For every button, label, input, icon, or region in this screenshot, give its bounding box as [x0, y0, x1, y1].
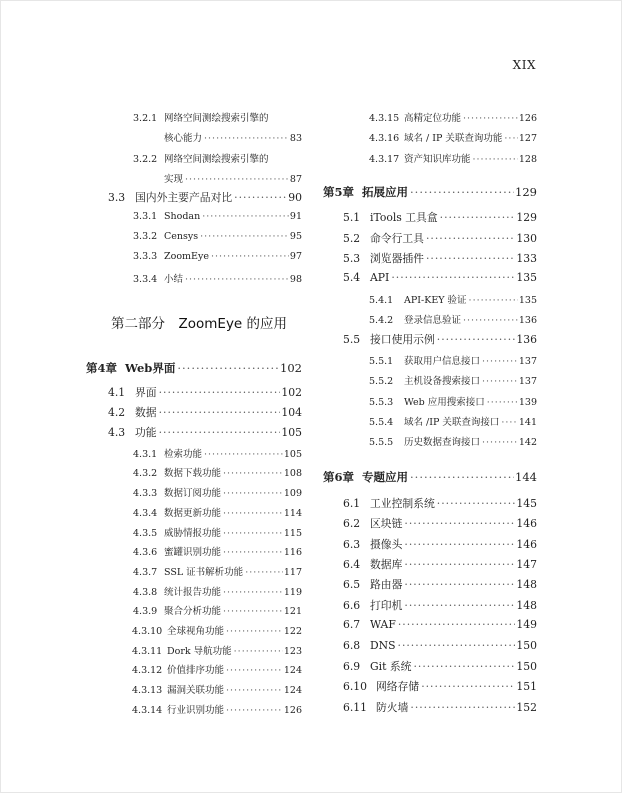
toc-entry[interactable]: [323, 271, 537, 284]
entry-number: 5.5.2: [369, 376, 394, 387]
entry-title: 浏览器插件: [370, 252, 424, 265]
toc-entry[interactable]: [86, 231, 302, 242]
leader-dots: [463, 315, 518, 326]
entry-number: 4.3: [108, 426, 126, 439]
part-title: 第二部分 ZoomEye 的应用: [111, 316, 288, 332]
leader-dots: [404, 517, 515, 530]
leader-dots: [504, 133, 517, 144]
toc-entry[interactable]: [86, 525, 302, 539]
entry-number: 6.10: [343, 680, 368, 693]
leader-dots: [469, 295, 518, 306]
toc-entry[interactable]: [86, 171, 302, 185]
entry-title: Dork 导航功能: [167, 646, 232, 657]
entry-number: 6.7: [343, 618, 361, 631]
toc-entry[interactable]: [323, 130, 537, 144]
toc-entry[interactable]: [86, 662, 302, 676]
entry-page: 150: [516, 660, 537, 673]
toc-entry[interactable]: [86, 465, 302, 479]
entry-page: 117: [283, 567, 302, 578]
entry-title: 工业控制系统: [370, 497, 435, 510]
entry-number: 4.2: [108, 406, 126, 419]
entry-number: 6.8: [343, 639, 361, 652]
entry-title: 界面: [135, 386, 157, 399]
leader-dots: [426, 232, 515, 245]
entry-page: 149: [516, 618, 537, 631]
entry-page: 150: [516, 639, 537, 652]
entry-number: 4.3.17: [369, 154, 400, 165]
entry-title: 接口使用示例: [370, 333, 435, 346]
entry-title: 网络存储: [376, 680, 420, 693]
entry-number: 5.5.3: [369, 397, 394, 408]
entry-page: 95: [289, 231, 302, 242]
entry-number: 5.1: [343, 211, 361, 224]
toc-entry[interactable]: [86, 584, 302, 598]
leader-dots: [410, 470, 514, 484]
leader-dots: [473, 154, 518, 165]
toc-entry[interactable]: [323, 537, 537, 552]
leader-dots: [223, 488, 283, 499]
entry-number: 6.11: [343, 701, 368, 714]
entry-number: 6.3: [343, 538, 361, 551]
leader-dots: [482, 356, 518, 367]
leader-dots: [159, 426, 281, 439]
toc-entry[interactable]: [323, 312, 537, 326]
entry-page: 152: [516, 701, 537, 714]
chapter-title: Web界面: [125, 361, 176, 375]
leader-dots: [404, 538, 515, 551]
entry-number: 4.3.14: [132, 705, 163, 716]
entry-number: 6.1: [343, 497, 361, 510]
entry-page: 147: [516, 558, 537, 571]
toc-entry[interactable]: [323, 679, 537, 694]
entry-title: 聚合分析功能: [164, 606, 222, 617]
entry-title: 网络空间测绘搜索引擎的: [164, 113, 269, 124]
toc-entry[interactable]: [86, 385, 302, 400]
entry-number: 4.3.12: [132, 665, 163, 676]
chapter-number: 第4章: [86, 361, 118, 375]
entry-page: 124: [283, 685, 302, 696]
entry-page: 141: [518, 417, 537, 428]
entry-number: 5.3: [343, 252, 361, 265]
leader-dots: [404, 558, 515, 571]
leader-dots: [437, 333, 516, 346]
entry-title: 域名 / IP 关联查询功能: [404, 133, 503, 144]
entry-page: 135: [518, 295, 537, 306]
entry-title: 国内外主要产品对比: [135, 191, 233, 204]
chapter-title: 拓展应用: [362, 185, 409, 199]
toc-entry[interactable]: [323, 516, 537, 531]
entry-title: 打印机: [370, 599, 403, 612]
entry-number: 4.3.1: [133, 449, 158, 460]
entry-number: 5.5: [343, 333, 361, 346]
entry-number: 4.1: [108, 386, 126, 399]
leader-dots: [204, 133, 289, 144]
toc-entry[interactable]: [86, 564, 302, 578]
entry-title: Web 应用搜索接口: [404, 397, 485, 408]
entry-page: 139: [518, 397, 537, 408]
entry-number: 4.3.7: [133, 567, 158, 578]
entry-page: 123: [283, 646, 302, 657]
leader-dots: [211, 251, 289, 262]
entry-page: 116: [283, 547, 302, 558]
entry-title: SSL 证书解析功能: [164, 567, 244, 578]
entry-title: 统计报告功能: [164, 587, 222, 598]
entry-number: 4.3.6: [133, 547, 158, 558]
toc-entry[interactable]: [323, 394, 537, 408]
entry-title: 威胁情报功能: [164, 528, 222, 539]
toc-entry[interactable]: [323, 557, 537, 572]
entry-title: 价值排序功能: [167, 665, 225, 676]
toc-entry[interactable]: [86, 271, 302, 285]
entry-number: 5.4.2: [369, 315, 394, 326]
entry-number: 4.3.5: [133, 528, 158, 539]
entry-title: 摄像头: [370, 538, 403, 551]
entry-title: 蜜罐识别功能: [164, 547, 222, 558]
chapter-entry[interactable]: [323, 184, 537, 200]
toc-entry[interactable]: [86, 251, 302, 262]
leader-dots: [487, 397, 518, 408]
toc-entry[interactable]: [86, 702, 302, 716]
leader-dots: [185, 174, 289, 185]
chapter-title: 专题应用: [362, 470, 409, 484]
entry-page: 129: [516, 211, 537, 224]
leader-dots: [159, 406, 281, 419]
leader-dots: [223, 468, 283, 479]
leader-dots: [410, 701, 515, 714]
toc-entry[interactable]: [86, 623, 302, 637]
entry-number: 4.3.9: [133, 606, 158, 617]
toc-entry[interactable]: [323, 210, 537, 225]
entry-number: 5.5.5: [369, 437, 394, 448]
entry-number: 5.4: [343, 271, 361, 284]
entry-page: 105: [283, 449, 302, 460]
leader-dots: [223, 528, 283, 539]
leader-dots: [391, 271, 515, 284]
entry-page: 108: [283, 468, 302, 479]
leader-dots: [159, 386, 281, 399]
entry-title: 功能: [135, 426, 157, 439]
entry-page: 129: [515, 185, 537, 199]
leader-dots: [223, 547, 283, 558]
entry-number: 4.3.13: [132, 685, 163, 696]
toc-entry[interactable]: [86, 603, 302, 617]
entry-page: 133: [516, 252, 537, 265]
entry-page: 109: [283, 488, 302, 499]
toc-entry[interactable]: [323, 700, 537, 715]
entry-number: 5.2: [343, 232, 361, 245]
toc-entry[interactable]: [86, 110, 302, 124]
toc-entry[interactable]: [86, 405, 302, 420]
entry-page: 105: [281, 426, 302, 439]
leader-dots: [202, 211, 289, 222]
entry-page: 137: [518, 356, 537, 367]
leader-dots: [398, 618, 516, 631]
entry-page: 121: [283, 606, 302, 617]
entry-title: 主机设备搜索接口: [404, 376, 481, 387]
entry-page: 130: [516, 232, 537, 245]
toc-entry[interactable]: [86, 485, 302, 499]
leader-dots: [437, 497, 516, 510]
chapter-number: 第5章: [323, 185, 355, 199]
entry-number: 4.3.11: [132, 646, 163, 657]
entry-title: 域名 /IP 关联查询接口: [404, 417, 500, 428]
leader-dots: [413, 660, 515, 673]
entry-page: 102: [280, 361, 302, 375]
toc-entry[interactable]: [86, 190, 302, 205]
entry-title: 命令行工具: [370, 232, 424, 245]
toc-entry[interactable]: [86, 425, 302, 440]
entry-number: 4.3.10: [132, 626, 163, 637]
entry-title: 数据更新功能: [164, 508, 222, 519]
leader-dots: [234, 191, 287, 204]
entry-title: 数据下载功能: [164, 468, 222, 479]
entry-page: 148: [516, 578, 537, 591]
toc-entry[interactable]: [323, 496, 537, 511]
entry-title: 行业识别功能: [167, 705, 225, 716]
entry-page: 87: [289, 174, 302, 185]
leader-dots: [226, 626, 283, 637]
entry-page: 119: [283, 587, 302, 598]
toc-entry[interactable]: [323, 332, 537, 347]
toc-entry[interactable]: [323, 659, 537, 674]
entry-number: 6.5: [343, 578, 361, 591]
entry-number: 5.5.1: [369, 356, 394, 367]
toc-entry[interactable]: [323, 414, 537, 428]
entry-title: API: [370, 271, 390, 284]
leader-dots: [482, 437, 518, 448]
leader-dots: [398, 639, 516, 652]
toc-entry[interactable]: [323, 373, 537, 387]
entry-page: 144: [515, 470, 537, 484]
leader-dots: [226, 685, 283, 696]
entry-number: 4.3.4: [133, 508, 158, 519]
entry-page: 124: [283, 665, 302, 676]
entry-number: 6.2: [343, 517, 361, 530]
toc-entry[interactable]: [323, 231, 537, 246]
toc-entry[interactable]: [323, 639, 537, 652]
entry-title: 数据订阅功能: [164, 488, 222, 499]
entry-number: 3.2.2: [133, 154, 158, 165]
entry-page: 135: [516, 271, 537, 284]
entry-number: 5.4.1: [369, 295, 394, 306]
entry-title: WAF: [370, 618, 396, 631]
toc-entry[interactable]: [86, 446, 302, 460]
entry-title: 防火墙: [376, 701, 409, 714]
toc-entry[interactable]: [323, 110, 537, 124]
entry-number: 3.3: [108, 191, 126, 204]
entry-title: 漏洞关联功能: [167, 685, 225, 696]
toc-entry[interactable]: [86, 151, 302, 165]
leader-dots: [421, 680, 515, 693]
entry-title: 数据: [135, 406, 157, 419]
entry-page: 102: [281, 386, 302, 399]
entry-title: ZoomEye: [164, 251, 209, 262]
entry-number: 4.3.2: [133, 468, 158, 479]
entry-page: 90: [288, 191, 302, 204]
leader-dots: [404, 599, 515, 612]
entry-title: 路由器: [370, 578, 403, 591]
entry-title: 获取用户信息接口: [404, 356, 481, 367]
leader-dots: [410, 185, 514, 199]
leader-dots: [463, 113, 518, 124]
leader-dots: [234, 646, 283, 657]
entry-title: DNS: [370, 639, 396, 652]
toc-entry[interactable]: [86, 211, 302, 222]
entry-page: 104: [281, 406, 302, 419]
entry-number: 3.2.1: [133, 113, 158, 124]
entry-number: 3.3.2: [133, 231, 158, 242]
entry-page: 142: [518, 437, 537, 448]
entry-title: 区块链: [370, 517, 403, 530]
entry-title: Git 系统: [370, 660, 412, 673]
chapter-number: 第6章: [323, 470, 355, 484]
entry-title: 登录信息验证: [404, 315, 462, 326]
entry-page: 126: [283, 705, 302, 716]
entry-title: Shodan: [164, 211, 201, 222]
leader-dots: [440, 211, 516, 224]
entry-page: 128: [518, 154, 537, 165]
entry-page: 126: [518, 113, 537, 124]
entry-number: 6.9: [343, 660, 361, 673]
entry-title: 检索功能: [164, 449, 203, 460]
entry-page: 115: [283, 528, 302, 539]
toc-entry[interactable]: [323, 251, 537, 266]
toc-entry[interactable]: [86, 505, 302, 519]
entry-page: 145: [516, 497, 537, 510]
toc-entry[interactable]: [323, 353, 537, 367]
leader-dots: [404, 578, 515, 591]
entry-page: 146: [516, 538, 537, 551]
leader-dots: [245, 567, 283, 578]
entry-title: 高精定位功能: [404, 113, 462, 124]
leader-dots: [226, 705, 283, 716]
entry-page: 91: [289, 211, 302, 222]
entry-title: 历史数据查询接口: [404, 437, 481, 448]
entry-number: 3.3.4: [133, 274, 158, 285]
entry-page: 151: [516, 680, 537, 693]
toc-entry[interactable]: [86, 544, 302, 558]
entry-title: 资产知识库功能: [404, 154, 471, 165]
leader-dots: [223, 508, 283, 519]
entry-page: 148: [516, 599, 537, 612]
leader-dots: [226, 665, 283, 676]
entry-page: 97: [289, 251, 302, 262]
leader-dots: [482, 376, 518, 387]
leader-dots: [204, 449, 283, 460]
entry-title: 小结: [164, 274, 184, 285]
entry-number: 4.3.8: [133, 587, 158, 598]
leader-dots: [223, 587, 283, 598]
entry-number: 4.3.15: [369, 113, 400, 124]
entry-title: Censys: [164, 231, 199, 242]
toc-entry[interactable]: [86, 682, 302, 696]
entry-number: 5.5.4: [369, 417, 394, 428]
entry-title: 数据库: [370, 558, 403, 571]
entry-page: 98: [289, 274, 302, 285]
entry-title: iTools 工具盒: [370, 211, 438, 224]
entry-number: 6.6: [343, 599, 361, 612]
entry-page: 146: [516, 517, 537, 530]
toc-entry[interactable]: [86, 130, 302, 144]
entry-number: 6.4: [343, 558, 361, 571]
entry-number: 3.3.1: [133, 211, 158, 222]
leader-dots: [177, 361, 279, 375]
chapter-entry[interactable]: [323, 469, 537, 485]
toc-entry[interactable]: [323, 151, 537, 165]
entry-title: 全球视角功能: [167, 626, 225, 637]
leader-dots: [223, 606, 283, 617]
entry-title: 核心能力: [164, 133, 203, 144]
entry-page: 136: [516, 333, 537, 346]
entry-page: 136: [518, 315, 537, 326]
leader-dots: [426, 252, 515, 265]
leader-dots: [200, 231, 289, 242]
entry-number: 4.3.3: [133, 488, 158, 499]
entry-page: 114: [283, 508, 302, 519]
entry-page: 122: [283, 626, 302, 637]
toc-entry[interactable]: [323, 434, 537, 448]
leader-dots: [185, 274, 289, 285]
entry-page: 83: [289, 133, 302, 144]
toc-entry[interactable]: [323, 598, 537, 613]
entry-number: 3.3.3: [133, 251, 158, 262]
toc-entry[interactable]: [323, 292, 537, 306]
chapter-entry[interactable]: [86, 360, 302, 376]
page-number: XIX: [512, 58, 536, 72]
toc-entry[interactable]: [323, 618, 537, 631]
entry-page: 127: [518, 133, 537, 144]
leader-dots: [501, 417, 517, 428]
toc-entry[interactable]: [323, 577, 537, 592]
toc-entry[interactable]: [86, 643, 302, 657]
entry-title: 实现: [164, 174, 184, 185]
entry-title: 网络空间测绘搜索引擎的: [164, 154, 269, 165]
entry-page: 137: [518, 376, 537, 387]
entry-title: API-KEY 验证: [404, 295, 467, 306]
entry-number: 4.3.16: [369, 133, 400, 144]
